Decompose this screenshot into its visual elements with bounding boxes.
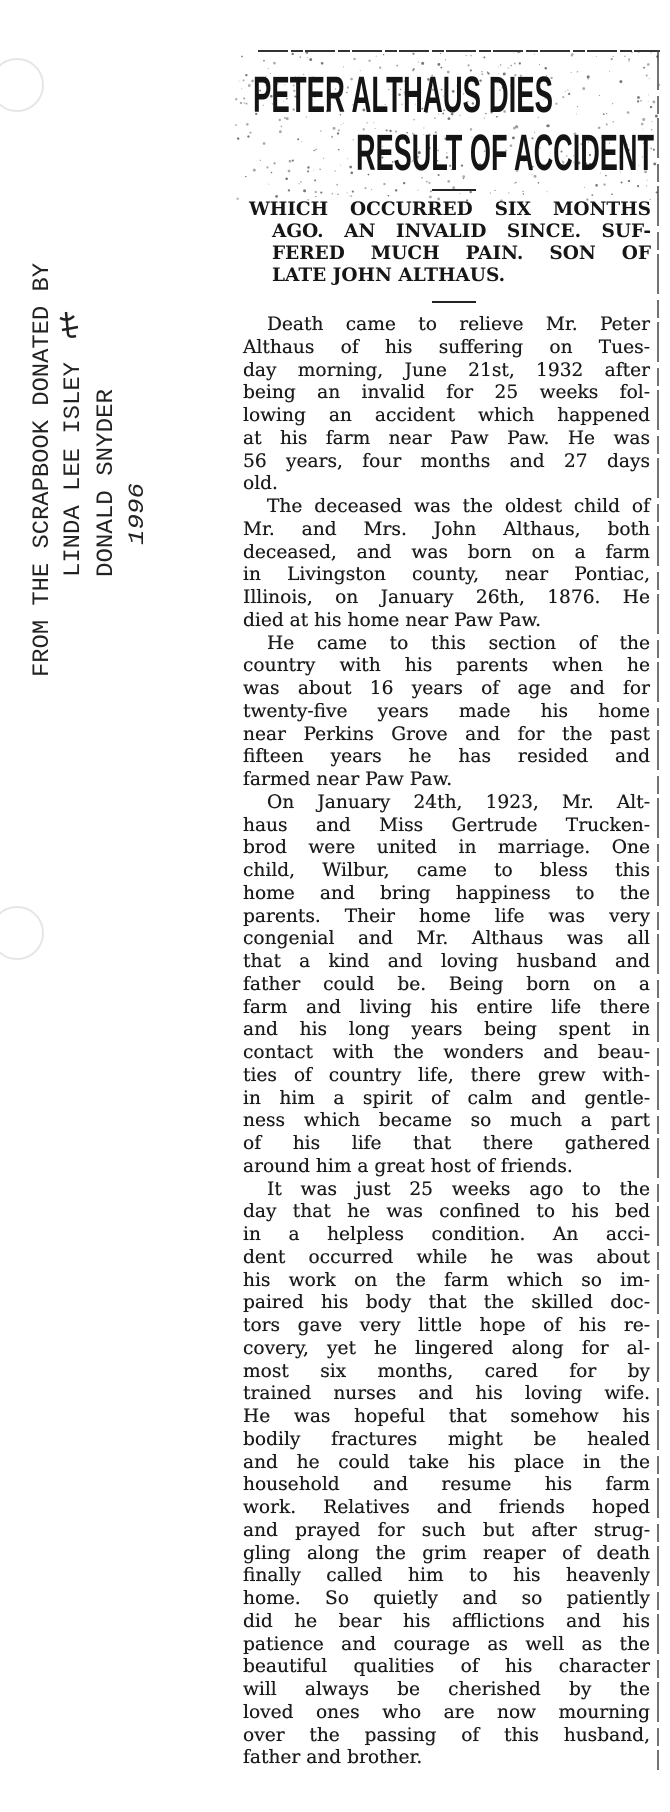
noise-dot: [371, 189, 372, 190]
noise-dot: [568, 93, 570, 95]
donation-line-1: FROM THE SCRAPBOOK DONATED BY: [29, 276, 55, 677]
noise-dot: [428, 182, 430, 184]
noise-dot: [619, 80, 622, 83]
article-line: Althaus of his suffering on Tues-: [243, 336, 650, 358]
noise-dot: [643, 67, 645, 69]
noise-dot: [239, 81, 240, 82]
article-line: farmed near Paw Paw.: [243, 769, 453, 790]
article-line: being an invalid for 25 weeks fol-: [243, 382, 650, 404]
article-line: home. So quietly and so patiently: [243, 1588, 650, 1609]
noise-dot: [595, 184, 598, 187]
noise-dot: [353, 139, 354, 140]
article-body: [243, 314, 650, 1770]
noise-dot: [587, 75, 590, 78]
noise-dot: [299, 183, 300, 184]
noise-dot: [648, 94, 649, 95]
noise-dot: [655, 115, 658, 118]
noise-dot: [307, 166, 309, 168]
noise-dot: [519, 62, 521, 64]
article-line: country with his parents when he: [243, 655, 650, 677]
article-line: his work on the farm which so im-: [243, 1269, 650, 1291]
article-line: tors gave very little hope of his re-: [243, 1315, 650, 1336]
noise-dot: [352, 190, 354, 192]
noise-dot: [612, 56, 613, 57]
article-line: household and resume his farm: [243, 1474, 650, 1496]
noise-dot: [297, 138, 299, 140]
noise-dot: [241, 88, 242, 89]
article-line: 56 years, four months and 27 days: [243, 450, 650, 472]
noise-dot: [621, 181, 623, 183]
noise-dot: [445, 59, 446, 60]
noise-dot: [412, 53, 414, 55]
noise-dot: [350, 195, 352, 197]
deck-line-3: FERED MUCH PAIN. SON OF: [272, 243, 651, 264]
article-line: Mr. and Mrs. John Althaus, both: [243, 518, 650, 540]
noise-dot: [513, 53, 514, 54]
noise-dot: [275, 195, 278, 198]
noise-dot: [273, 162, 275, 164]
noise-dot: [313, 150, 314, 151]
noise-dot: [321, 62, 324, 65]
noise-dot: [440, 53, 441, 54]
noise-dot: [637, 100, 639, 102]
noise-dot: [240, 102, 242, 104]
noise-dot: [534, 54, 535, 55]
article-line: The deceased was the oldest child of: [267, 496, 650, 517]
noise-dot: [652, 121, 653, 122]
noise-dot: [315, 191, 317, 193]
article-line: in a helpless condition. An acci-: [243, 1224, 650, 1245]
noise-dot: [522, 191, 523, 192]
article-line: day morning, June 21st, 1932 after: [243, 359, 650, 381]
noise-dot: [319, 169, 320, 170]
article-line: near Perkins Grove and for the past: [243, 723, 650, 745]
article-line: gling along the grim reaper of death: [243, 1542, 650, 1564]
noise-dot: [245, 176, 246, 177]
donation-year: 1996: [125, 492, 150, 545]
noise-dot: [320, 192, 322, 194]
headline-line-2: RESULT OF ACCIDENT: [356, 124, 654, 181]
article-line: parents. Their home life was very: [243, 905, 650, 927]
noise-dot: [403, 182, 405, 184]
noise-dot: [299, 56, 301, 58]
noise-dot: [648, 101, 649, 102]
article-line: contact with the wonders and beau-: [243, 1042, 650, 1063]
noise-dot: [338, 149, 340, 151]
noise-dot: [515, 182, 516, 183]
noise-dot: [307, 170, 309, 172]
article-line: It was just 25 weeks ago to the: [267, 1178, 650, 1200]
noise-dot: [627, 111, 630, 114]
noise-dot: [279, 130, 282, 133]
article-line: father and brother.: [243, 1747, 423, 1769]
noise-dot: [577, 71, 579, 73]
noise-dot: [237, 137, 239, 139]
noise-dot: [647, 63, 650, 66]
noise-dot: [494, 190, 495, 191]
noise-dot: [466, 55, 467, 56]
noise-dot: [642, 118, 645, 121]
noise-dot: [347, 192, 348, 193]
article-line: twenty-five years made his home: [243, 700, 650, 722]
noise-dot: [470, 55, 472, 57]
article-line: brod were united in marriage. One: [243, 837, 650, 859]
noise-dot: [430, 190, 432, 192]
noise-dot: [288, 189, 290, 191]
article-line: and he could take his place in the: [243, 1451, 650, 1473]
article-line: ties of country life, there grew with-: [243, 1064, 650, 1086]
noise-dot: [612, 103, 613, 104]
noise-dot: [331, 136, 333, 138]
noise-dot: [315, 196, 316, 197]
article-line: He came to this section of the: [267, 632, 650, 654]
noise-dot: [571, 53, 573, 55]
noise-dot: [388, 195, 390, 197]
noise-dot: [490, 193, 491, 194]
noise-dot: [247, 135, 249, 137]
noise-dot: [612, 121, 614, 123]
noise-dot: [347, 158, 348, 159]
noise-dot: [649, 78, 650, 79]
noise-dot: [243, 97, 245, 99]
noise-dot: [582, 87, 585, 90]
noise-dot: [303, 189, 306, 192]
noise-dot: [555, 103, 557, 105]
noise-dot: [383, 54, 384, 55]
article-line: trained nurses and his loving wife.: [243, 1383, 650, 1405]
noise-dot: [483, 56, 485, 58]
article-line: most six months, cared for by: [243, 1360, 650, 1382]
noise-dot: [646, 74, 648, 76]
noise-dot: [538, 182, 540, 184]
noise-dot: [452, 186, 455, 189]
noise-dot: [459, 193, 460, 194]
noise-dot: [640, 100, 642, 102]
noise-dot: [314, 179, 316, 181]
noise-dot: [418, 62, 419, 63]
noise-dot: [596, 56, 597, 57]
noise-dot: [577, 106, 578, 107]
noise-dot: [656, 191, 658, 193]
noise-dot: [243, 79, 245, 81]
article-line: will always be cherished by the: [243, 1679, 650, 1700]
article-line: father could be. Being born on a: [243, 973, 650, 995]
noise-dot: [603, 183, 605, 185]
article-line: did he bear his afflictions and his: [243, 1610, 650, 1632]
noise-dot: [314, 149, 315, 150]
noise-dot: [646, 185, 647, 186]
article-line: patience and courage as well as the: [243, 1633, 650, 1655]
article-line: covery, yet he lingered along for al-: [243, 1337, 650, 1359]
noise-dot: [514, 182, 515, 183]
noise-dot: [565, 91, 566, 92]
noise-dot: [637, 96, 640, 99]
noise-dot: [376, 56, 377, 57]
noise-dot: [253, 169, 256, 172]
headline-line-1: PETER ALTHAUS DIES: [253, 66, 553, 123]
noise-dot: [383, 183, 385, 185]
noise-dot: [539, 64, 540, 65]
noise-dot: [562, 96, 564, 98]
noise-dot: [514, 63, 516, 65]
donation-line-2: LINDA LEE ISLEY: [60, 369, 86, 577]
noise-dot: [629, 61, 630, 62]
deck-line-4: LATE JOHN ALTHAUS.: [272, 265, 506, 286]
article-line: haus and Miss Gertrude Trucken-: [243, 814, 650, 836]
noise-dot: [637, 185, 639, 187]
noise-dot: [300, 181, 302, 183]
donation-line-3: DONALD SNYDER: [93, 397, 119, 577]
noise-dot: [421, 62, 424, 65]
noise-dot: [611, 58, 613, 60]
noise-dot: [292, 160, 294, 162]
article-line: finally called him to his heavenly: [243, 1565, 650, 1587]
article-line: that a kind and loving husband and: [243, 951, 650, 972]
article-line: work. Relatives and friends hoped: [243, 1497, 650, 1518]
article-line: day that he was confined to his bed: [243, 1201, 650, 1223]
noise-dot: [603, 113, 605, 115]
noise-dot: [301, 141, 302, 142]
noise-dot: [291, 53, 293, 55]
article-line: around him a great host of friends.: [243, 1155, 573, 1177]
noise-dot: [508, 192, 509, 193]
noise-dot: [368, 60, 370, 62]
noise-dot: [260, 160, 261, 161]
noise-dot: [523, 193, 524, 194]
noise-dot: [246, 123, 249, 126]
noise-dot: [263, 60, 265, 62]
noise-dot: [309, 58, 312, 61]
noise-dot: [591, 194, 593, 196]
article-line: farm and living his entire life there: [243, 996, 650, 1018]
noise-dot: [237, 198, 239, 200]
article-line: dent occurred while he was about: [243, 1246, 650, 1268]
noise-dot: [341, 124, 342, 125]
noise-dot: [248, 84, 251, 87]
noise-dot: [288, 170, 291, 173]
noise-dot: [609, 71, 610, 72]
deck-line-1: WHICH OCCURRED SIX MONTHS: [249, 199, 651, 220]
noise-dot: [652, 100, 655, 103]
noise-dot: [316, 149, 317, 150]
noise-dot: [350, 172, 353, 175]
noise-dot: [323, 158, 324, 159]
article-line: fifteen years he has resided and: [243, 746, 650, 768]
article-line: and his long years being spent in: [243, 1019, 650, 1041]
noise-dot: [470, 191, 472, 193]
article-line: congenial and Mr. Althaus was all: [243, 928, 650, 950]
article-line: at his farm near Paw Paw. He was: [243, 427, 650, 449]
noise-dot: [337, 194, 338, 195]
article-line: child, Wilbur, came to bless this: [243, 860, 650, 881]
article-line: bodily fractures might be healed: [243, 1428, 650, 1450]
article-line: Death came to relieve Mr. Peter: [267, 314, 650, 335]
article-line: He was hopeful that somehow his: [243, 1406, 650, 1427]
noise-dot: [650, 106, 652, 108]
article-line: deceased, and was born on a farm: [243, 541, 650, 563]
noise-dot: [249, 132, 251, 134]
article-line: beautiful qualities of his character: [243, 1656, 650, 1678]
article-line: in him a spirit of calm and gentle-: [243, 1087, 650, 1109]
article-line: in Livingston county, near Pontiac,: [243, 564, 650, 586]
deck-line-2: AGO. AN INVALID SINCE. SUF-: [272, 221, 651, 242]
noise-dot: [395, 189, 397, 191]
noise-dot: [320, 130, 321, 131]
article-line: loved ones who are now mourning: [243, 1701, 650, 1723]
noise-dot: [335, 170, 336, 171]
article-line: paired his body that the skilled doc-: [243, 1292, 650, 1314]
article-line: and prayed for such but after strug-: [243, 1519, 650, 1541]
article-line: ness which became so much a part: [243, 1110, 650, 1132]
article-line: of his life that there gathered: [243, 1133, 650, 1154]
noise-dot: [285, 177, 288, 180]
noise-dot: [353, 58, 355, 60]
noise-dot: [235, 124, 237, 126]
article-line: was about 16 years of age and for: [243, 678, 650, 699]
noise-dot: [263, 142, 266, 145]
article-line: died at his home near Paw Paw.: [243, 609, 542, 631]
noise-dot: [624, 56, 626, 58]
noise-dot: [337, 132, 339, 134]
article-line: home and bring happiness to the: [243, 882, 650, 904]
article-line: lowing an accident which happened: [243, 405, 650, 426]
noise-dot: [273, 62, 276, 65]
article-line: old.: [243, 473, 278, 495]
noise-dot: [289, 160, 292, 163]
noise-dot: [349, 166, 352, 169]
noise-dot: [235, 98, 237, 100]
noise-dot: [281, 126, 283, 128]
noise-dot: [349, 195, 350, 196]
noise-dot: [571, 72, 572, 73]
noise-dot: [333, 127, 336, 130]
noise-dot: [268, 184, 269, 185]
noise-dot: [338, 129, 340, 131]
noise-dot: [418, 190, 419, 191]
noise-dot: [336, 184, 338, 186]
noise-dot: [611, 193, 613, 195]
noise-dot: [567, 89, 568, 90]
noise-dot: [576, 113, 577, 114]
noise-dot: [340, 165, 341, 166]
article-line: over the passing of this husband,: [243, 1724, 650, 1746]
noise-dot: [266, 166, 268, 168]
noise-dot: [332, 193, 334, 195]
noise-dot: [313, 170, 314, 171]
noise-dot: [651, 52, 652, 53]
noise-dot: [599, 95, 600, 96]
noise-dot: [364, 187, 366, 189]
noise-dot: [584, 187, 585, 188]
noise-dot: [628, 58, 630, 60]
noise-dot: [244, 102, 245, 103]
article-line: On January 24th, 1923, Mr. Alt-: [267, 791, 650, 813]
noise-dot: [245, 103, 247, 105]
article-line: Illinois, on January 26th, 1876. He: [243, 587, 650, 608]
noise-dot: [241, 56, 243, 58]
noise-dot: [606, 113, 607, 114]
noise-dot: [271, 172, 273, 174]
noise-dot: [547, 191, 548, 192]
noise-dot: [245, 74, 247, 76]
noise-dot: [307, 57, 308, 58]
